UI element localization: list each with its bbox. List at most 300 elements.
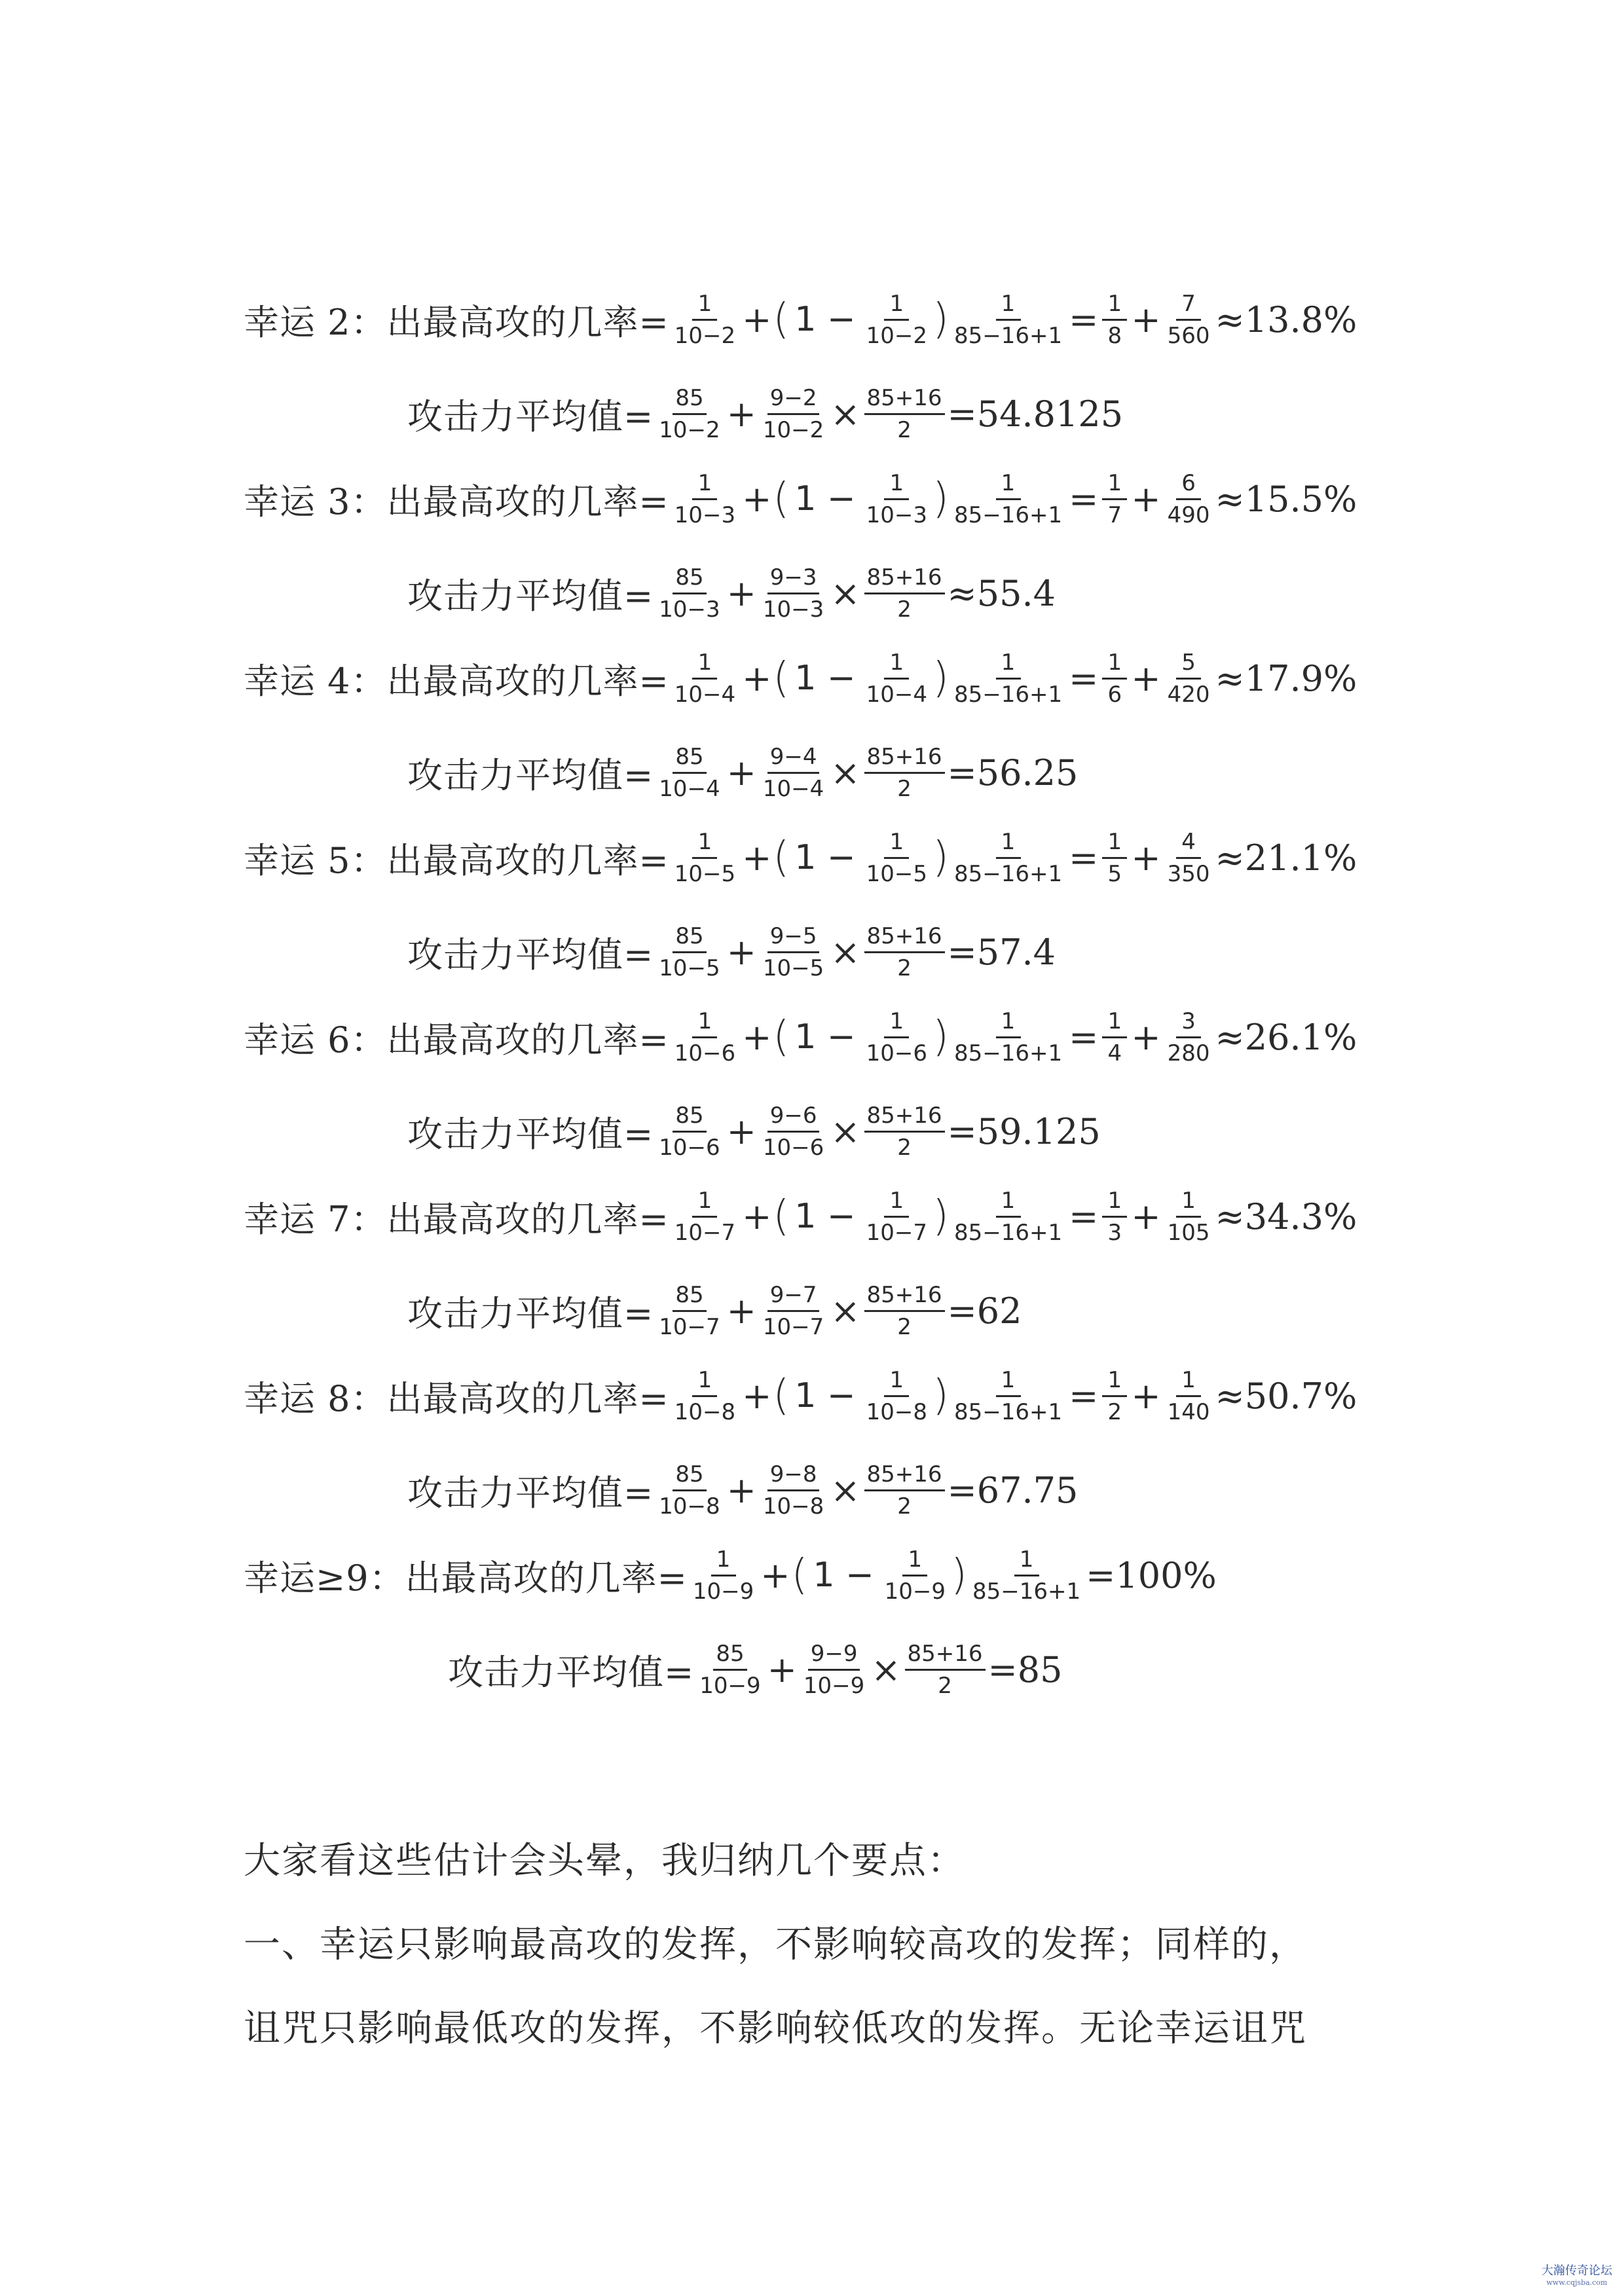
fraction-numerator: 9−4: [767, 746, 820, 774]
fraction-numerator: 1: [692, 472, 717, 500]
fraction-numerator: 1: [1102, 831, 1127, 859]
fraction-denominator: 560: [1167, 322, 1210, 349]
plus-sign: +: [1131, 837, 1161, 879]
average-row: [407, 1448, 1078, 1533]
fraction-denominator: 10−4: [866, 681, 927, 708]
fraction-lucky-chance: [864, 1187, 930, 1246]
fraction-denominator: 10−8: [674, 1398, 736, 1425]
fraction-denominator: 10−7: [659, 1313, 720, 1340]
average-label: 攻击力平均值=: [407, 1113, 654, 1155]
fraction-lucky-chance: [690, 1548, 756, 1603]
fraction-midpoint: [864, 1281, 945, 1340]
fraction-other-weight: [760, 384, 826, 443]
fraction-midpoint: [864, 1463, 945, 1518]
fraction-denominator: 10−4: [674, 681, 736, 708]
fraction-numerator: 1: [692, 1369, 717, 1397]
average-row: [448, 1627, 1063, 1712]
fraction-numerator: 5: [1176, 651, 1201, 680]
fraction-denominator: 2: [897, 775, 912, 802]
fraction-other-weight: [760, 1281, 826, 1340]
fraction-denominator: 105: [1167, 1219, 1210, 1246]
fraction-denominator: 10−9: [884, 1578, 946, 1605]
fraction-denominator: 10−7: [762, 1313, 824, 1340]
fraction-denominator: 85−16+1: [972, 1578, 1081, 1605]
fraction-numerator: 1: [1014, 1548, 1039, 1576]
probability-row: [244, 1353, 1357, 1438]
fraction-numerator: 85: [673, 566, 706, 594]
fraction-denominator: 10−6: [866, 1040, 927, 1066]
fraction-midpoint: [864, 566, 945, 621]
fraction-numerator: 85: [673, 746, 706, 774]
fraction-range: [951, 651, 1065, 706]
fraction-numerator: 85: [713, 1643, 747, 1671]
fraction-max-weight: [656, 922, 722, 981]
fraction-denominator: 10−9: [699, 1672, 761, 1699]
probability-label: 幸运 7：出最高攻的几率=: [244, 1198, 669, 1240]
fraction-denominator: 85−16+1: [953, 501, 1063, 528]
fraction-simplified: [1165, 1366, 1213, 1425]
fraction-max-weight: [656, 1104, 722, 1159]
fraction-max-weight: [656, 743, 722, 802]
fraction-simplified: [1102, 1366, 1127, 1425]
fraction-numerator: 1: [1176, 1190, 1201, 1218]
probability-label: 幸运 4：出最高攻的几率=: [244, 660, 669, 702]
fraction-denominator: 10−3: [866, 501, 927, 528]
average-result: =59.125: [947, 1110, 1101, 1152]
times-sign: ×: [830, 931, 860, 973]
fraction-numerator: 9−7: [767, 1284, 820, 1312]
fraction-denominator: 10−5: [866, 860, 927, 887]
fraction-simplified: [1102, 469, 1127, 528]
fraction-denominator: 2: [897, 1134, 912, 1161]
equals-sign: =: [1069, 1195, 1099, 1237]
fraction-denominator: 10−6: [762, 1134, 824, 1161]
fraction-numerator: 1: [692, 1010, 717, 1038]
watermark-name: 大瀚传奇论坛: [1541, 2264, 1612, 2278]
fraction-numerator: 9−3: [767, 566, 820, 594]
close-paren: ): [932, 1013, 949, 1061]
probability-row: [244, 1174, 1357, 1259]
fraction-simplified: [1102, 290, 1127, 349]
open-paren: (: [773, 295, 790, 344]
plus-sign: +: [742, 1016, 772, 1058]
fraction-lucky-chance: [672, 290, 738, 349]
fraction-numerator: 85: [673, 1104, 706, 1133]
fraction-denominator: 10−6: [674, 1040, 736, 1066]
fraction-numerator: 85: [673, 1463, 706, 1491]
fraction-numerator: 85+16: [905, 1643, 986, 1671]
fraction-lucky-chance: [864, 651, 930, 706]
paragraph-point-one: 一、幸运只影响最高攻的发挥，不影响较高攻的发挥；同样的，: [244, 1923, 1307, 1966]
fraction-denominator: 10−5: [762, 955, 824, 981]
fraction-denominator: 5: [1107, 860, 1122, 887]
open-paren: (: [773, 1013, 790, 1061]
average-row: [407, 909, 1056, 994]
fraction-denominator: 3: [1107, 1219, 1122, 1246]
close-paren: ): [932, 654, 949, 702]
plus-sign: +: [1131, 657, 1161, 699]
average-label: 攻击力平均值=: [407, 1472, 654, 1514]
fraction-numerator: 1: [902, 1548, 927, 1576]
one-minus: 1 −: [794, 1376, 856, 1415]
fraction-denominator: 10−2: [659, 416, 720, 443]
plus-sign: +: [742, 657, 772, 699]
fraction-lucky-chance: [864, 290, 930, 349]
fraction-denominator: 350: [1167, 860, 1210, 887]
plus-sign: +: [726, 572, 756, 614]
fraction-denominator: 490: [1167, 501, 1210, 528]
fraction-simplified: [1102, 651, 1127, 706]
equals-sign: =: [1069, 657, 1099, 699]
fraction-midpoint: [864, 922, 945, 981]
times-sign: ×: [830, 572, 860, 614]
fraction-max-weight: [656, 384, 722, 443]
average-label: 攻击力平均值=: [407, 934, 654, 975]
fraction-numerator: 85: [673, 1284, 706, 1312]
fraction-denominator: 85−16+1: [953, 1219, 1063, 1246]
equals-sign: =: [1069, 478, 1099, 520]
average-label: 攻击力平均值=: [407, 395, 654, 437]
fraction-midpoint: [864, 1104, 945, 1159]
fraction-numerator: 1: [996, 1369, 1021, 1397]
plus-sign: +: [742, 478, 772, 520]
fraction-denominator: 280: [1167, 1040, 1210, 1066]
fraction-denominator: 4: [1107, 1040, 1122, 1066]
open-paren: (: [773, 833, 790, 882]
fraction-numerator: 7: [1176, 293, 1201, 321]
fraction-range: [951, 469, 1065, 528]
plus-sign: +: [742, 1375, 772, 1417]
fraction-numerator: 1: [1102, 1010, 1127, 1038]
fraction-denominator: 2: [897, 1493, 912, 1520]
fraction-numerator: 85+16: [864, 746, 945, 774]
close-paren: ): [932, 1372, 949, 1420]
fraction-denominator: 10−5: [674, 860, 736, 887]
fraction-max-weight: [656, 1463, 722, 1518]
fraction-numerator: 85+16: [864, 925, 945, 953]
probability-result: ≈34.3%: [1215, 1195, 1357, 1237]
times-sign: ×: [830, 1469, 860, 1511]
fraction-midpoint: [905, 1640, 986, 1699]
fraction-denominator: 10−2: [762, 416, 824, 443]
average-row: [407, 1268, 1022, 1353]
average-label: 攻击力平均值=: [448, 1651, 695, 1693]
equals-sign: =: [1069, 837, 1099, 879]
fraction-numerator: 1: [692, 1190, 717, 1218]
average-label: 攻击力平均值=: [407, 754, 654, 796]
fraction-numerator: 1: [1102, 293, 1127, 321]
equals-sign: =: [1069, 1375, 1099, 1417]
one-minus: 1 −: [794, 659, 856, 698]
fraction-lucky-chance: [672, 1010, 738, 1065]
fraction-range: [951, 1366, 1065, 1425]
fraction-numerator: 9−6: [767, 1104, 820, 1133]
fraction-range: [970, 1548, 1083, 1603]
average-result: ≈55.4: [947, 572, 1056, 614]
fraction-range: [951, 1010, 1065, 1065]
fraction-numerator: 1: [711, 1548, 736, 1576]
times-sign: ×: [830, 1290, 860, 1332]
fraction-other-weight: [760, 566, 826, 621]
fraction-denominator: 10−2: [866, 322, 927, 349]
probability-row: [244, 994, 1357, 1080]
probability-result: =100%: [1086, 1554, 1217, 1596]
probability-label: 幸运 8：出最高攻的几率=: [244, 1377, 669, 1419]
probability-label: 幸运 6：出最高攻的几率=: [244, 1019, 669, 1061]
fraction-numerator: 1: [692, 293, 717, 321]
fraction-denominator: 8: [1107, 322, 1122, 349]
fraction-denominator: 10−7: [866, 1219, 927, 1246]
times-sign: ×: [830, 1110, 860, 1152]
fraction-denominator: 2: [897, 596, 912, 623]
fraction-numerator: 3: [1176, 1010, 1201, 1038]
watermark-url: www.cqjsba.com: [1546, 2278, 1608, 2287]
fraction-denominator: 10−2: [674, 322, 736, 349]
fraction-denominator: 6: [1107, 681, 1122, 708]
fraction-simplified: [1102, 1010, 1127, 1065]
fraction-numerator: 1: [1102, 1190, 1127, 1218]
fraction-denominator: 140: [1167, 1398, 1210, 1425]
fraction-numerator: 1: [996, 831, 1021, 859]
fraction-denominator: 2: [938, 1672, 952, 1699]
plus-sign: +: [726, 931, 756, 973]
fraction-max-weight: [697, 1640, 763, 1699]
probability-label: 幸运 5：出最高攻的几率=: [244, 839, 669, 881]
plus-sign: +: [742, 837, 772, 879]
close-paren: ): [932, 475, 949, 523]
plus-sign: +: [726, 1469, 756, 1511]
probability-row: [244, 456, 1357, 541]
fraction-numerator: 85+16: [864, 566, 945, 594]
fraction-simplified: [1165, 828, 1213, 887]
times-sign: ×: [871, 1649, 901, 1690]
probability-result: ≈26.1%: [1215, 1016, 1357, 1058]
probability-label: 幸运≥9：出最高攻的几率=: [244, 1557, 688, 1599]
fraction-denominator: 10−9: [692, 1578, 754, 1605]
fraction-other-weight: [801, 1640, 867, 1699]
fraction-simplified: [1165, 290, 1213, 349]
fraction-numerator: 9−8: [767, 1463, 820, 1491]
fraction-numerator: 1: [692, 651, 717, 680]
fraction-denominator: 2: [897, 1313, 912, 1340]
fraction-other-weight: [760, 1104, 826, 1159]
probability-result: ≈21.1%: [1215, 837, 1357, 879]
fraction-lucky-chance: [864, 1366, 930, 1425]
fraction-simplified: [1102, 828, 1127, 887]
average-row: [407, 1089, 1101, 1174]
close-paren: ): [932, 295, 949, 344]
fraction-simplified: [1102, 1187, 1127, 1246]
fraction-numerator: 1: [884, 1010, 909, 1038]
average-result: =56.25: [947, 752, 1079, 793]
fraction-numerator: 85+16: [864, 387, 945, 415]
fraction-simplified: [1165, 1010, 1213, 1065]
fraction-denominator: 10−8: [866, 1398, 927, 1425]
fraction-denominator: 85−16+1: [953, 1040, 1063, 1066]
fraction-numerator: 1: [884, 472, 909, 500]
fraction-denominator: 7: [1107, 501, 1122, 528]
fraction-simplified: [1165, 469, 1213, 528]
fraction-denominator: 10−3: [674, 501, 736, 528]
plus-sign: +: [767, 1649, 797, 1690]
fraction-numerator: 9−9: [808, 1643, 860, 1671]
average-result: =85: [987, 1649, 1063, 1690]
fraction-denominator: 85−16+1: [953, 681, 1063, 708]
probability-row: [244, 636, 1357, 721]
fraction-numerator: 1: [1102, 472, 1127, 500]
fraction-numerator: 1: [884, 651, 909, 680]
average-result: =62: [947, 1290, 1022, 1332]
fraction-numerator: 1: [996, 472, 1021, 500]
fraction-numerator: 4: [1176, 831, 1201, 859]
paragraph-point-one-cont: 诅咒只影响最低攻的发挥，不影响较低攻的发挥。无论幸运诅咒: [244, 2007, 1307, 2050]
average-result: =57.4: [947, 931, 1056, 973]
fraction-numerator: 9−5: [767, 925, 820, 953]
fraction-simplified: [1165, 651, 1213, 706]
fraction-numerator: 1: [884, 831, 909, 859]
times-sign: ×: [830, 752, 860, 793]
fraction-range: [951, 290, 1065, 349]
fraction-lucky-chance: [672, 651, 738, 706]
fraction-lucky-chance: [864, 828, 930, 887]
fraction-denominator: 85−16+1: [953, 860, 1063, 887]
fraction-lucky-chance: [672, 1366, 738, 1425]
plus-sign: +: [726, 1110, 756, 1152]
watermark-logo: [1541, 2264, 1612, 2287]
paragraph-intro: 大家看这些估计会头晕，我归纳几个要点：: [244, 1840, 965, 1882]
fraction-lucky-chance: [672, 1187, 738, 1246]
fraction-numerator: 85+16: [864, 1463, 945, 1491]
fraction-lucky-chance: [672, 828, 738, 887]
fraction-denominator: 2: [897, 416, 912, 443]
one-minus: 1 −: [794, 300, 856, 339]
plus-sign: +: [1131, 1016, 1161, 1058]
fraction-numerator: 1: [884, 1369, 909, 1397]
fraction-numerator: 1: [884, 293, 909, 321]
open-paren: (: [773, 1372, 790, 1420]
average-row: [407, 371, 1123, 456]
fraction-other-weight: [760, 1463, 826, 1518]
plus-sign: +: [760, 1554, 790, 1596]
fraction-numerator: 1: [692, 831, 717, 859]
average-result: =54.8125: [947, 393, 1124, 435]
open-paren: (: [773, 1192, 790, 1241]
probability-result: ≈15.5%: [1215, 478, 1357, 520]
one-minus: 1 −: [794, 479, 856, 519]
plus-sign: +: [742, 299, 772, 340]
fraction-numerator: 1: [884, 1190, 909, 1218]
fraction-numerator: 85+16: [864, 1284, 945, 1312]
fraction-denominator: 10−4: [659, 775, 720, 802]
fraction-lucky-chance: [672, 469, 738, 528]
average-row: [407, 730, 1078, 815]
close-paren: ): [932, 833, 949, 882]
one-minus: 1 −: [794, 838, 856, 877]
plus-sign: +: [1131, 1195, 1161, 1237]
fraction-numerator: 9−2: [767, 387, 820, 415]
close-paren: ): [932, 1192, 949, 1241]
average-row: [407, 551, 1056, 636]
close-paren: ): [951, 1551, 968, 1599]
fraction-denominator: 10−7: [674, 1219, 736, 1246]
fraction-denominator: 10−6: [659, 1134, 720, 1161]
probability-label: 幸运 3：出最高攻的几率=: [244, 481, 669, 522]
probability-result: ≈13.8%: [1215, 299, 1357, 340]
fraction-denominator: 10−8: [762, 1493, 824, 1520]
fraction-denominator: 85−16+1: [953, 1398, 1063, 1425]
plus-sign: +: [1131, 478, 1161, 520]
fraction-denominator: 85−16+1: [953, 322, 1063, 349]
fraction-midpoint: [864, 384, 945, 443]
one-minus: 1 −: [813, 1556, 874, 1595]
fraction-numerator: 1: [996, 293, 1021, 321]
fraction-denominator: 10−5: [659, 955, 720, 981]
fraction-denominator: 2: [1107, 1398, 1122, 1425]
fraction-numerator: 1: [996, 1190, 1021, 1218]
fraction-denominator: 2: [897, 955, 912, 981]
fraction-numerator: 1: [996, 1010, 1021, 1038]
fraction-other-weight: [760, 743, 826, 802]
fraction-denominator: 10−3: [659, 596, 720, 623]
fraction-numerator: 1: [1176, 1369, 1201, 1397]
plus-sign: +: [742, 1195, 772, 1237]
plus-sign: +: [726, 752, 756, 793]
fraction-numerator: 6: [1176, 472, 1201, 500]
plus-sign: +: [726, 393, 756, 435]
probability-label: 幸运 2：出最高攻的几率=: [244, 301, 669, 343]
fraction-lucky-chance: [882, 1548, 948, 1603]
probability-row: [244, 1533, 1217, 1618]
plus-sign: +: [726, 1290, 756, 1332]
probability-row: [244, 815, 1357, 900]
open-paren: (: [773, 654, 790, 702]
open-paren: (: [791, 1551, 808, 1599]
one-minus: 1 −: [794, 1197, 856, 1236]
plus-sign: +: [1131, 299, 1161, 340]
fraction-numerator: 85: [673, 387, 706, 415]
fraction-numerator: 1: [996, 651, 1021, 680]
fraction-lucky-chance: [864, 1010, 930, 1065]
average-result: =67.75: [947, 1469, 1079, 1511]
fraction-denominator: 10−9: [803, 1672, 865, 1699]
fraction-other-weight: [760, 922, 826, 981]
fraction-max-weight: [656, 1281, 722, 1340]
fraction-numerator: 1: [1102, 651, 1127, 680]
one-minus: 1 −: [794, 1017, 856, 1057]
fraction-denominator: 10−4: [762, 775, 824, 802]
average-label: 攻击力平均值=: [407, 575, 654, 617]
times-sign: ×: [830, 393, 860, 435]
fraction-denominator: 10−8: [659, 1493, 720, 1520]
fraction-numerator: 85+16: [864, 1104, 945, 1133]
probability-result: ≈17.9%: [1215, 657, 1357, 699]
fraction-numerator: 85: [673, 925, 706, 953]
fraction-lucky-chance: [864, 469, 930, 528]
fraction-range: [951, 828, 1065, 887]
fraction-midpoint: [864, 743, 945, 802]
fraction-simplified: [1165, 1187, 1213, 1246]
fraction-range: [951, 1187, 1065, 1246]
fraction-denominator: 10−3: [762, 596, 824, 623]
equals-sign: =: [1069, 299, 1099, 340]
plus-sign: +: [1131, 1375, 1161, 1417]
fraction-max-weight: [656, 566, 722, 621]
fraction-denominator: 420: [1167, 681, 1210, 708]
open-paren: (: [773, 475, 790, 523]
fraction-numerator: 1: [1102, 1369, 1127, 1397]
probability-result: ≈50.7%: [1215, 1375, 1357, 1417]
equals-sign: =: [1069, 1016, 1099, 1058]
